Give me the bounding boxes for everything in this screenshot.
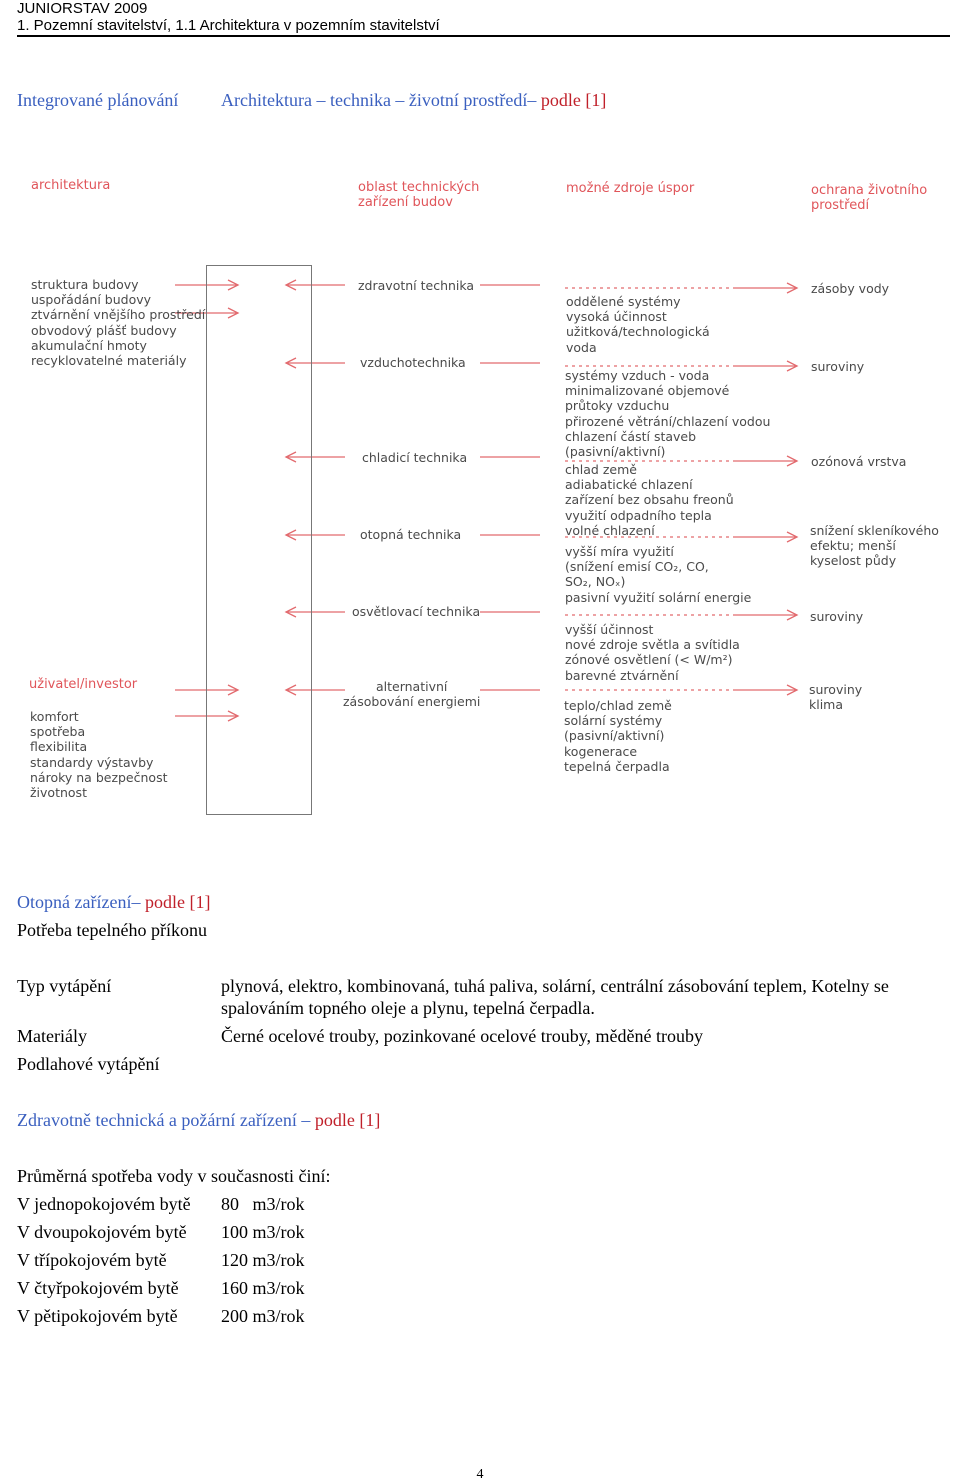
env-item-raw-materials: suroviny: [811, 359, 865, 374]
savings-item: průtoky vzduchu: [565, 398, 670, 414]
col-header-environment: [811, 183, 927, 213]
floor-heating-label: Podlahové vytápění: [17, 1054, 160, 1074]
savings-item: vyšší účinnost: [565, 622, 654, 637]
savings-item: voda: [566, 339, 597, 355]
col-header-savings: možné zdroje úspor: [566, 181, 695, 196]
savings-item: tepelná čerpadla: [564, 758, 670, 774]
materials-label: Materiály: [17, 1026, 87, 1046]
user-item: spotřeba: [30, 724, 86, 740]
tech-item-alt-energy-line1: alternativní: [375, 679, 448, 694]
tech-item-alt-energy-line2: zásobování energiemi: [343, 694, 481, 710]
savings-item: pasivní využití solární energie: [565, 589, 752, 605]
savings-group-5: [565, 622, 740, 683]
tech-item-plumbing: zdravotní technika: [358, 278, 475, 293]
user-header: uživatel/investor: [29, 677, 138, 692]
env-item-line: efektu; menší: [810, 538, 896, 554]
table-row-label: V dvoupokojovém bytě: [17, 1222, 187, 1242]
user-list: [30, 709, 167, 800]
architecture-item: akumulační hmoty: [31, 337, 147, 353]
table-row-value: 120 m3/rok: [221, 1250, 305, 1270]
env-item-raw-materials-2: suroviny: [810, 609, 864, 624]
env-item-line: kyselost půdy: [810, 553, 897, 569]
section3-intro: Průměrná spotřeba vody v současnosti činí:: [17, 1166, 331, 1186]
savings-item: zónové osvětlení (< W/m²): [565, 652, 733, 668]
architecture-list: [31, 277, 205, 368]
header-title: JUNIORSTAV 2009: [17, 0, 148, 17]
section2-subtitle: Potřeba tepelného příkonu: [17, 920, 207, 940]
user-item: životnost: [30, 785, 87, 801]
heating-type-label: Typ vytápění: [17, 976, 112, 996]
env-item-line: snížení skleníkového: [810, 523, 939, 538]
architecture-item: recyklovatelné materiály: [31, 353, 187, 369]
table-row-label: V čtyřpokojovém bytě: [17, 1278, 179, 1298]
table-row-label: V třípokojovém bytě: [17, 1250, 167, 1270]
header-subtitle: 1. Pozemní stavitelství, 1.1 Architektura v pozemním stavitelství: [17, 17, 440, 34]
savings-item: systémy vzduch - voda: [565, 368, 710, 383]
savings-item: (snížení emisí CO₂, CO,: [565, 559, 709, 575]
savings-item: užitková/technologická: [566, 324, 710, 340]
savings-item: (pasivní/aktivní): [565, 444, 666, 460]
savings-item: teplo/chlad země: [564, 698, 672, 713]
savings-item: přirozené větrání/chlazení vodou: [565, 413, 771, 429]
table-row-label: V pětipokojovém bytě: [17, 1306, 178, 1326]
section2-source: podle [1]: [144, 892, 211, 912]
section1-source: podle [1]: [540, 90, 607, 110]
table-row-label: V jednopokojovém bytě: [17, 1194, 191, 1214]
heating-type-value-line2: spalováním topného oleje a plynu, tepelná čerpadla.: [221, 998, 595, 1018]
savings-item: solární systémy: [564, 713, 663, 729]
env-item-ozone: ozónová vrstva: [811, 454, 907, 469]
env-item-greenhouse: [810, 523, 939, 569]
col-header-tech-area-line1: oblast technických: [358, 180, 480, 195]
col-header-architecture: architektura: [31, 178, 111, 193]
user-item: komfort: [30, 709, 79, 724]
savings-group-3: [565, 462, 734, 538]
table-row-value: 160 m3/rok: [221, 1278, 305, 1298]
env-item-raw-materials-climate: [809, 682, 862, 712]
section3-source: podle [1]: [314, 1110, 381, 1130]
page-number: 4: [476, 1467, 484, 1482]
savings-item: kogenerace: [564, 743, 638, 759]
env-item-line: klima: [809, 697, 844, 713]
savings-item: zařízení bez obsahu freonů: [565, 492, 734, 508]
section1-label1: Integrované plánování: [17, 90, 179, 110]
env-item-water: zásoby vody: [811, 281, 890, 296]
architecture-item: uspořádání budovy: [31, 292, 152, 308]
heating-type-value: [221, 975, 889, 1019]
tech-item-lighting: osvětlovací technika: [352, 604, 481, 619]
savings-item: (pasivní/aktivní): [564, 728, 665, 744]
section2-title-text: Otopná zařízení–: [17, 892, 141, 912]
table-row-value: 80 m3/rok: [221, 1194, 305, 1214]
tech-item-heating: otopná technika: [360, 527, 462, 542]
col-header-tech-area: [358, 180, 479, 210]
savings-item: barevné ztvárnění: [565, 667, 679, 683]
savings-group-2: [565, 368, 770, 459]
savings-item: vysoká účinnost: [566, 309, 667, 325]
env-item-line: suroviny: [809, 682, 863, 697]
col-header-environment-line1: ochrana životního: [811, 183, 928, 198]
savings-item: SO₂, NOₓ): [565, 574, 626, 590]
savings-group-1: [566, 294, 710, 355]
savings-item: chlazení částí staveb: [565, 428, 697, 444]
tech-item-alt-energy: [343, 679, 480, 709]
table-row-value: 200 m3/rok: [221, 1306, 305, 1326]
user-item: nároky na bezpečnost: [30, 769, 168, 785]
savings-item: oddělené systémy: [566, 294, 681, 309]
architecture-item: ztvárnění vnějšího prostředí: [31, 307, 206, 323]
table-row-value: 100 m3/rok: [221, 1222, 305, 1242]
savings-item: volné chlazení: [565, 522, 655, 538]
tech-item-hvac: vzduchotechnika: [360, 355, 466, 370]
user-item: flexibilita: [30, 739, 88, 755]
materials-value: Černé ocelové trouby, pozinkované ocelové trouby, měděné trouby: [221, 1026, 704, 1046]
col-header-environment-line2: prostředí: [811, 198, 870, 214]
savings-item: minimalizované objemové: [565, 383, 730, 399]
heating-type-value-line1: plynová, elektro, kombinovaná, tuhá paliva, solární, centrální zásobování teplem, Kotelny se: [221, 976, 889, 996]
savings-item: vyšší míra využití: [565, 544, 674, 559]
architecture-item: obvodový plášť budovy: [31, 322, 177, 338]
savings-item: chlad země: [565, 462, 637, 477]
savings-item: využití odpadního tepla: [565, 507, 712, 523]
user-item: standardy výstavby: [30, 754, 154, 770]
col-header-tech-area-line2: zařízení budov: [358, 195, 453, 211]
savings-group-4: [565, 544, 751, 605]
architecture-item: struktura budovy: [31, 277, 139, 292]
savings-group-6: [564, 698, 672, 774]
section3-title-text: Zdravotně technická a požární zařízení –: [17, 1110, 311, 1130]
section1-label2: Architektura – technika – životní prostředí–: [221, 90, 537, 110]
savings-item: adiabatické chlazení: [565, 477, 693, 493]
section2-title: [17, 891, 210, 913]
tech-item-cooling: chladicí technika: [362, 450, 468, 465]
architecture-frame: [206, 265, 312, 815]
savings-item: nové zdroje světla a svítidla: [565, 637, 740, 653]
section3-title: [17, 1109, 380, 1131]
